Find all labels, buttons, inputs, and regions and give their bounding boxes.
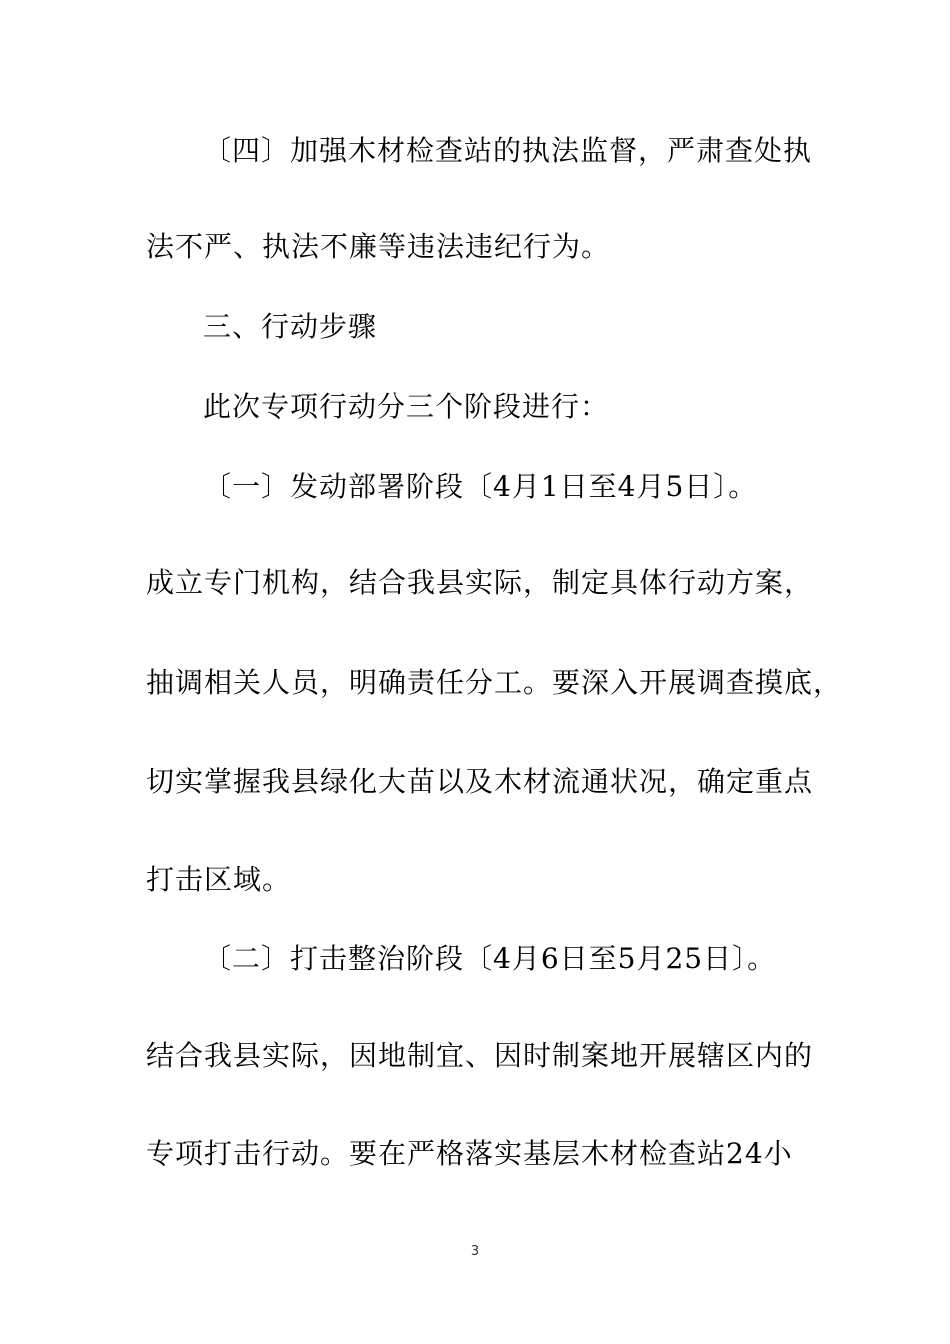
paragraph-line-2: 法不严、执法不廉等违法违纪行为。 (146, 230, 611, 263)
section-heading: 三、行动步骤 (203, 310, 378, 343)
paragraph-line-9: 专项打击行动。要在严格落实基层木材检查站24小 (146, 1137, 793, 1170)
paragraph-line-1: 〔四〕加强木材检查站的执法监督，严肃查处执 (203, 134, 813, 167)
paragraph-line-3: 此次专项行动分三个阶段进行： (203, 390, 610, 423)
paragraph-line-7: 打击区域。 (146, 863, 292, 896)
paragraph-line-4: 成立专门机构，结合我县实际，制定具体行动方案， (146, 566, 814, 599)
page-number: 3 (470, 1244, 480, 1259)
paragraph-line-5: 抽调相关人员，明确责任分工。要深入开展调查摸底， (146, 666, 843, 699)
paragraph-line-6: 切实掌握我县绿化大苗以及木材流通状况，确定重点 (146, 765, 814, 798)
phase-one-heading: 〔一〕发动部署阶段〔4月1日至4月5日〕。 (203, 470, 758, 503)
paragraph-line-8: 结合我县实际，因地制宜、因时制案地开展辖区内的 (146, 1039, 814, 1072)
phase-two-heading: 〔二〕打击整治阶段〔4月6日至5月25日〕。 (203, 942, 777, 975)
